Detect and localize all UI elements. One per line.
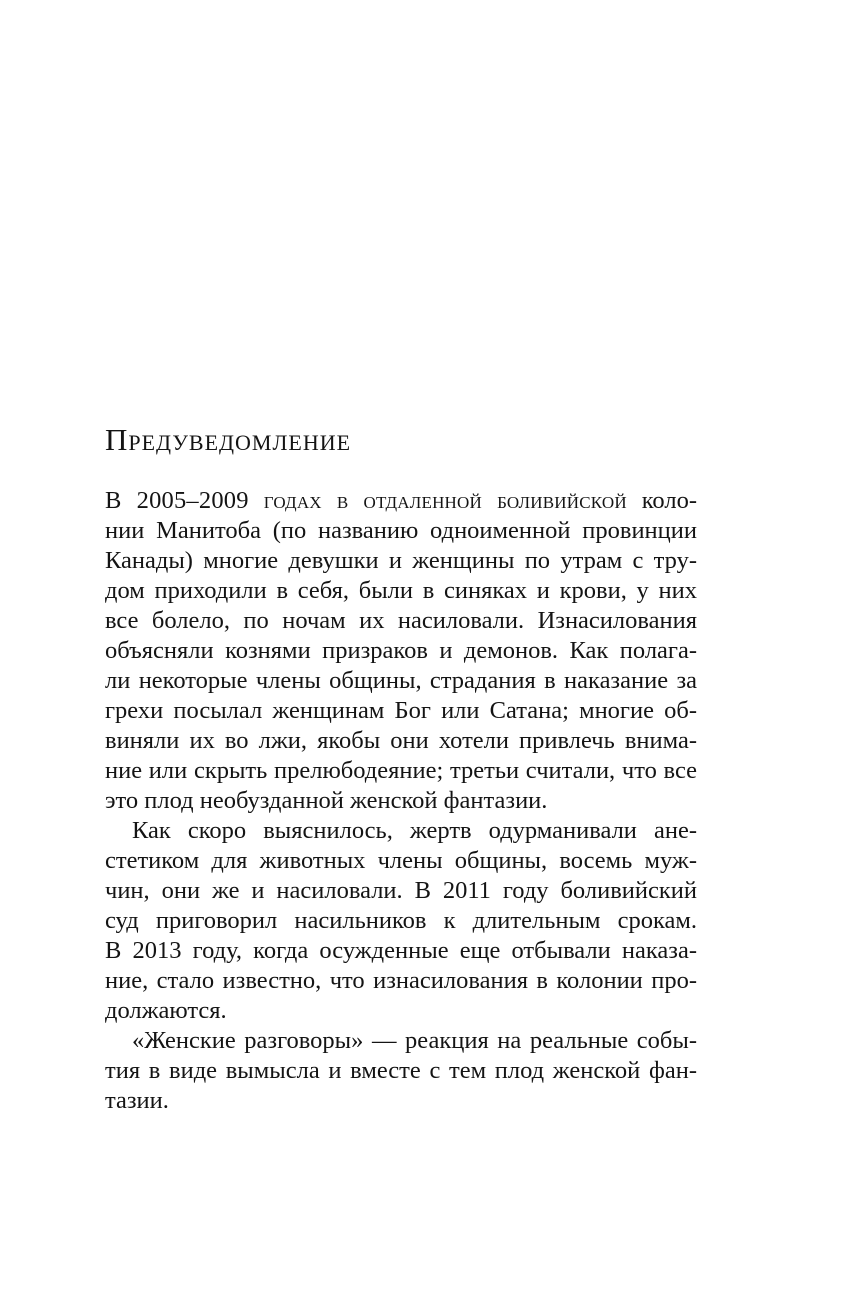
- text-line: тия в виде вымысла и вместе с тем плод женской фан-: [105, 1057, 697, 1084]
- chapter-heading: Предуведомление: [105, 422, 352, 457]
- text-line: ние или скрыть прелюбодеяние; третьи считали, что все: [105, 757, 697, 784]
- text-line: грехи посылал женщинам Бог или Сатана; многие об-: [105, 697, 697, 724]
- paragraph-1: [105, 486, 697, 816]
- paragraph-2: [105, 816, 697, 1026]
- body-text: [105, 486, 697, 1116]
- text-line: виняли их во лжи, якобы они хотели привлечь внима-: [105, 727, 697, 754]
- text-line: тазии.: [105, 1087, 169, 1114]
- text-line: это плод необузданной женской фантазии.: [105, 787, 548, 814]
- text-line: ли некоторые члены общины, страдания в наказание за: [105, 667, 697, 694]
- lead-in-small-caps: В 2005–2009 годах в отдаленной боливийской: [105, 487, 627, 514]
- text-line: все болело, по ночам их насиловали. Изнасилования: [105, 607, 697, 634]
- lead-in-rest: коло-: [626, 487, 697, 514]
- text-line: ние, стало известно, что изнасилования в колонии про-: [105, 967, 697, 994]
- text-line: должаются.: [105, 997, 227, 1024]
- text-line: В 2013 году, когда осужденные еще отбывали наказа-: [105, 937, 697, 964]
- paragraph-3: [105, 1026, 697, 1116]
- text-line: «Женские разговоры» — реакция на реальные собы-: [132, 1027, 697, 1054]
- text-line: дом приходили в себя, были в синяках и крови, у них: [105, 577, 697, 604]
- text-line: объясняли кознями призраков и демонов. Как полага-: [105, 637, 697, 664]
- text-line: Канады) многие девушки и женщины по утрам с тру-: [105, 547, 697, 574]
- text-line: суд приговорил насильников к длительным срокам.: [105, 907, 697, 934]
- text-line: нии Манитоба (по названию одноименной провинции: [105, 517, 697, 544]
- text-line: стетиком для животных члены общины, восемь муж-: [105, 847, 697, 874]
- text-line: [105, 486, 697, 516]
- text-line: Как скоро выяснилось, жертв одурманивали ане-: [132, 817, 697, 844]
- text-line: чин, они же и насиловали. В 2011 году боливийский: [105, 877, 697, 904]
